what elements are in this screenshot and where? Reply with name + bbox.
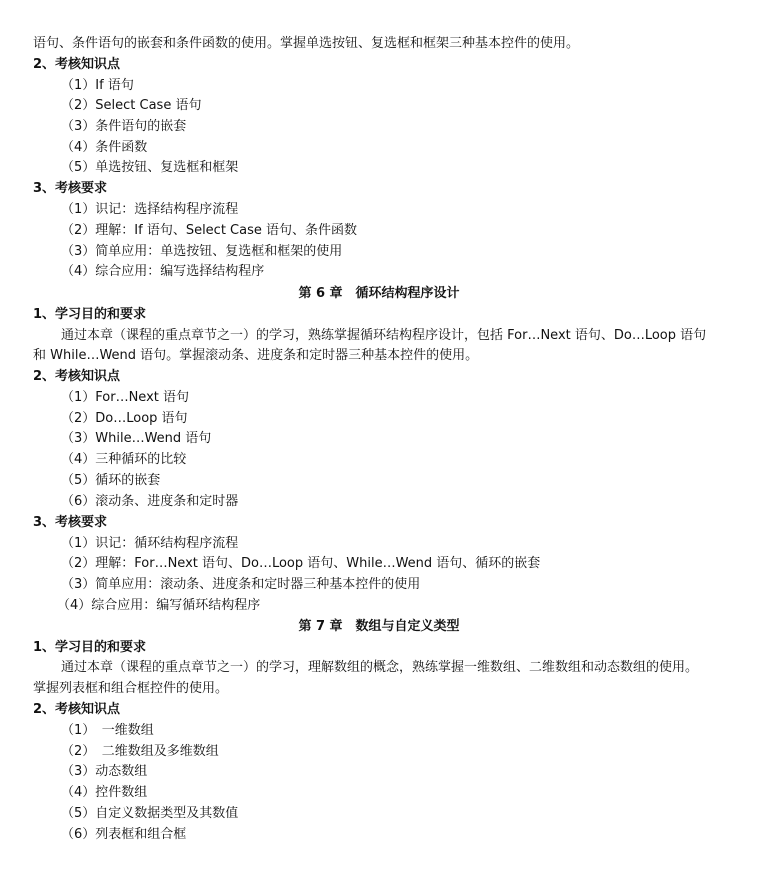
paragraph-line: 掌握列表框和组合框控件的使用。	[33, 681, 229, 696]
paragraph-line: 通过本章（课程的重点章节之一）的学习，熟练掌握循环结构程序设计，包括 For…Next 语句、Do…Loop 语句	[61, 328, 707, 343]
list-item: （5）循环的嵌套	[61, 473, 161, 488]
section-heading: 1、学习目的和要求	[33, 307, 147, 322]
text-line: 语句、条件语句的嵌套和条件函数的使用。掌握单选按钮、复选框和框架三种基本控件的使用。	[33, 36, 580, 51]
list-item: （1）识记：循环结构程序流程	[61, 536, 239, 551]
paragraph-line: 通过本章（课程的重点章节之一）的学习，理解数组的概念，熟练掌握一维数组、二维数组和动态数组的使用。	[61, 660, 699, 675]
section-heading: 1、学习目的和要求	[33, 640, 147, 655]
list-item: （6）列表框和组合框	[61, 827, 187, 842]
list-item: （2）Do…Loop 语句	[61, 411, 188, 426]
list-item: （2）理解：For…Next 语句、Do…Loop 语句、While…Wend 语句、循环的嵌套	[61, 556, 541, 571]
list-item: （2）理解：If 语句、Select Case 语句、条件函数	[61, 223, 357, 238]
list-item: （5）自定义数据类型及其数值	[61, 806, 239, 821]
list-item: （3）条件语句的嵌套	[61, 119, 187, 134]
list-item: （3）简单应用：单选按钮、复选框和框架的使用	[61, 244, 343, 259]
list-item: （4）综合应用：编写选择结构程序	[61, 264, 265, 279]
list-item: （5）单选按钮、复选框和框架	[61, 160, 239, 175]
list-item: （3）While…Wend 语句	[61, 431, 212, 446]
chapter-title: 第 6 章 循环结构程序设计	[298, 286, 460, 301]
section-heading: 2、考核知识点	[33, 369, 121, 384]
list-item: （1）识记：选择结构程序流程	[61, 202, 239, 217]
section-heading: 2、考核知识点	[33, 702, 121, 717]
section-heading: 3、考核要求	[33, 515, 108, 530]
list-item: （1）For…Next 语句	[61, 390, 190, 405]
section-heading: 2、考核知识点	[33, 57, 121, 72]
list-item: （4）条件函数	[61, 140, 148, 155]
list-item: （3）动态数组	[61, 764, 148, 779]
section-heading: 3、考核要求	[33, 181, 108, 196]
list-item: （4）三种循环的比较	[61, 452, 187, 467]
list-item: （4）控件数组	[61, 785, 148, 800]
list-item: （1）If 语句	[61, 78, 134, 93]
list-item: （2） 二维数组及多维数组	[61, 744, 219, 759]
list-item: （2）Select Case 语句	[61, 98, 202, 113]
list-item: （4）综合应用：编写循环结构程序	[57, 598, 261, 613]
list-item: （6）滚动条、进度条和定时器	[61, 494, 239, 509]
chapter-title: 第 7 章 数组与自定义类型	[298, 619, 460, 634]
list-item: （1） 一维数组	[61, 723, 154, 738]
paragraph-line: 和 While…Wend 语句。掌握滚动条、进度条和定时器三种基本控件的使用。	[33, 348, 479, 363]
list-item: （3）简单应用：滚动条、进度条和定时器三种基本控件的使用	[61, 577, 421, 592]
